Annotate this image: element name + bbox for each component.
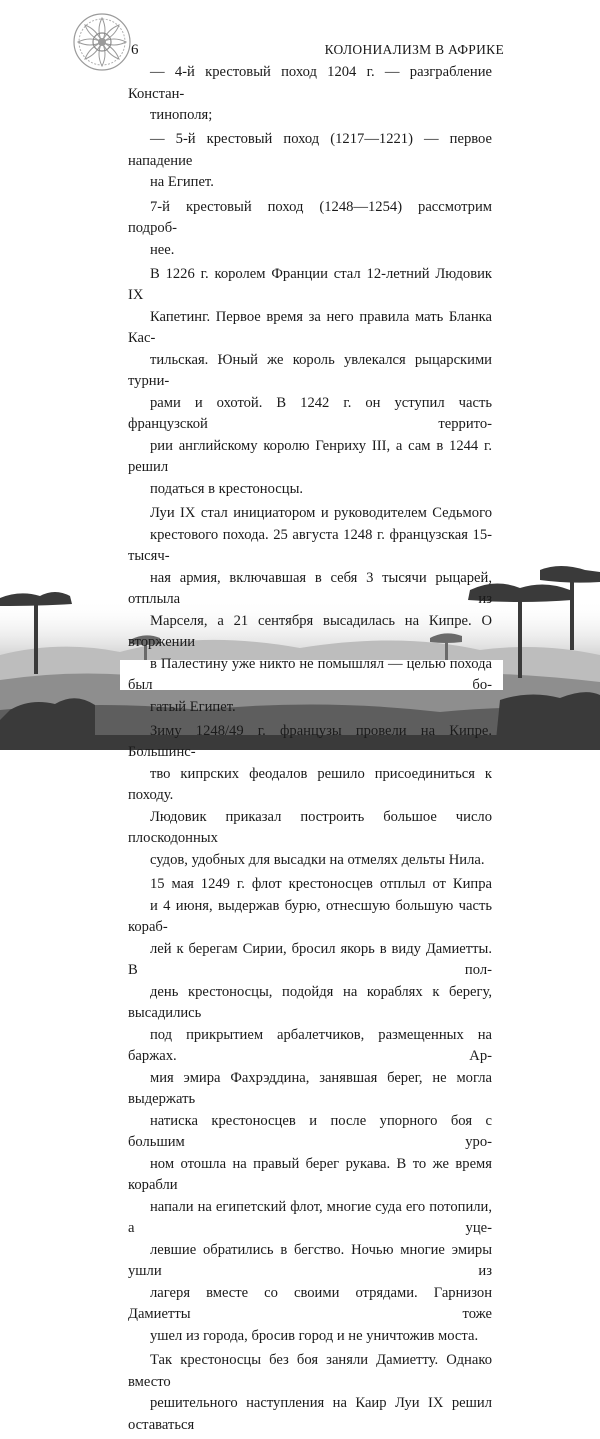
text-line: судов, удобных для высадки на отмелях дельты Нила. (150, 851, 485, 868)
text-line: Так крестоносцы без боя заняли Дамиетту. Однако вместо (128, 1352, 492, 1390)
paragraph (128, 264, 492, 501)
text-line: нее. (150, 241, 175, 258)
text-line: — 4-й крестовый поход 1204 г. — разграбление Констан- (128, 64, 492, 102)
text-line: решительного наступления на Каир Луи IX решил оставаться (128, 1395, 492, 1433)
text-line: ном отошла на правый берег рукава. В то же время корабли (128, 1155, 492, 1194)
paragraph (128, 197, 492, 262)
paragraph (128, 874, 492, 1347)
text-line: напали на египетский флот, многие суда его потопили, а уце- (128, 1198, 492, 1237)
body-text (128, 62, 492, 1439)
running-head: КОЛОНИАЛИЗМ В АФРИКЕ (324, 42, 504, 57)
page-number: 6 (131, 42, 139, 58)
text-line: на Египет. (150, 174, 214, 191)
mandala-ornament-icon (72, 12, 132, 72)
text-line: день крестоносцы, подойдя на кораблях к берегу, высадились (128, 983, 492, 1022)
text-line: Луи IX стал инициатором и руководителем Седьмого (150, 505, 492, 522)
text-line: лей к берегам Сирии, бросил якорь в виду Дамиетты. В пол- (128, 940, 492, 979)
text-line: натиска крестоносцев и после упорного боя с большим уро- (128, 1112, 492, 1151)
paragraph (128, 721, 492, 872)
text-line: под прикрытием арбалетчиков, размещенных на баржах. Ар- (128, 1026, 492, 1065)
text-line: рами и охотой. В 1242 г. он уступил часть французской террито- (128, 394, 492, 433)
text-line: 7-й крестовый поход (1248—1254) рассмотрим подроб- (128, 198, 492, 237)
paragraph (128, 1350, 492, 1436)
text-line: тво кипрских феодалов решило присоединиться к походу. (128, 765, 492, 804)
text-line: в Палестину уже никто не помышлял — целью похода был бо- (128, 655, 492, 694)
text-line: ушел из города, бросив город и не уничтожив моста. (150, 1327, 479, 1344)
text-line: ная армия, включавшая в себя 3 тысячи рыцарей, отплыла из (128, 569, 492, 608)
text-line: и 4 июня, выдержав бурю, отнесшую большую часть кораб- (128, 897, 492, 936)
paragraph (128, 62, 492, 127)
text-line: Марселя, а 21 сентября высадилась на Кипре. О вторжении (128, 612, 492, 651)
text-line: крестового похода. 25 августа 1248 г. французская 15-тысяч- (128, 526, 492, 565)
text-line: податься в крестоносцы. (150, 480, 304, 497)
text-line: Зиму 1248/49 г. французы провели на Кипре. Большинс- (128, 722, 492, 761)
text-line: рии английскому королю Генриху III, а сам в 1244 г. решил (128, 437, 492, 476)
text-line: мия эмира Фахрэддина, занявшая берег, не могла выдержать (128, 1069, 492, 1108)
text-line: В 1226 г. королем Франции стал 12-летний Людовик IX (128, 265, 492, 304)
text-line: — 5-й крестовый поход (1217—1221) — первое нападение (128, 131, 492, 169)
text-line: Людовик приказал построить большое число плоскодонных (128, 808, 492, 847)
text-line: лагеря вместе со своими отрядами. Гарнизон Дамиетты тоже (128, 1284, 492, 1323)
text-line: 15 мая 1249 г. флот крестоносцев отплыл от Кипра (150, 876, 492, 893)
text-line: левшие обратились в бегство. Ночью многие эмиры ушли из (128, 1241, 492, 1280)
text-line: гатый Египет. (150, 698, 236, 715)
paragraph (128, 129, 492, 194)
text-line: тинополя; (150, 107, 213, 123)
paragraph (128, 503, 492, 718)
text-line: тильская. Юный же король увлекался рыцарскими турни- (128, 351, 492, 390)
text-line: Капетинг. Первое время за него правила мать Бланка Кас- (128, 308, 492, 347)
